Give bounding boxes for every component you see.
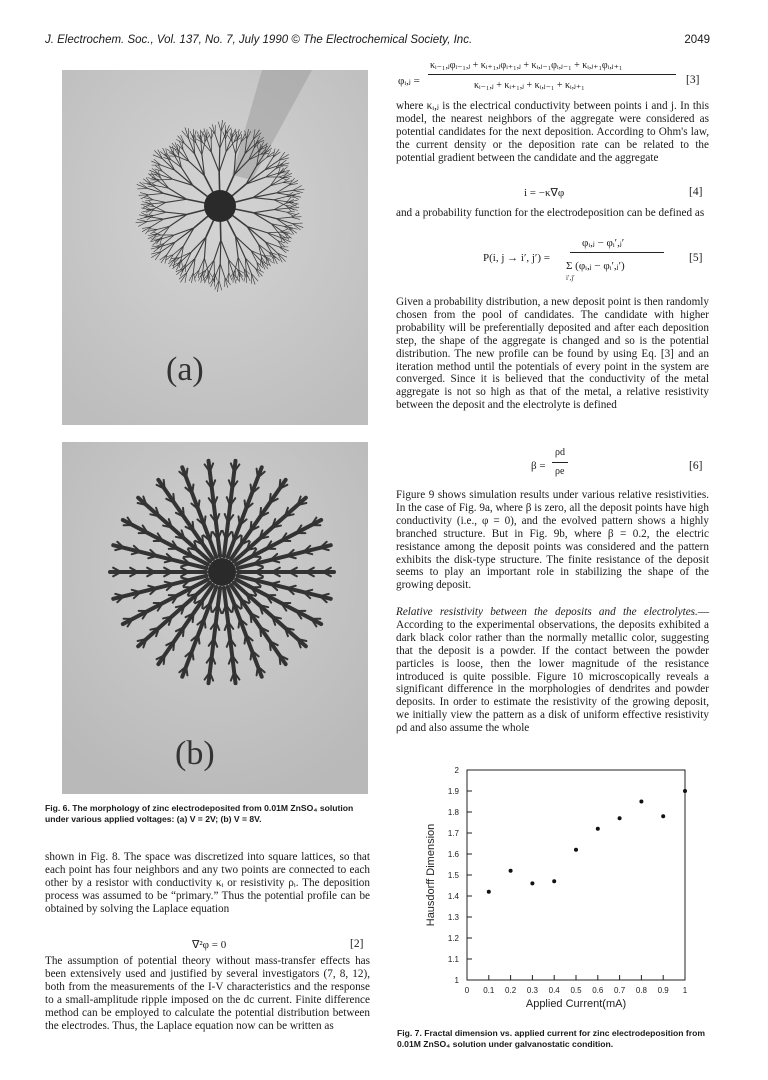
dendrite-side-branch bbox=[251, 485, 252, 494]
y-axis-label: Hausdorff Dimension bbox=[425, 823, 437, 927]
dendrite-side-branch bbox=[279, 480, 280, 489]
right-column-paragraph-2 bbox=[396, 207, 709, 220]
equation-3-denominator: κᵢ₋₁,ⱼ + κᵢ₊₁,ⱼ + κᵢ,ⱼ₋₁ + κᵢ,ⱼ₊₁ bbox=[474, 80, 585, 91]
page-number: 2049 bbox=[684, 34, 710, 46]
dendrite-side-branch bbox=[251, 651, 252, 660]
right-column-paragraph-4 bbox=[396, 489, 709, 592]
dendrite-branch bbox=[220, 240, 221, 264]
y-tick-label: 2 bbox=[454, 766, 459, 775]
right-column-paragraph-3 bbox=[396, 296, 709, 412]
paragraph-body: —According to the experimental observations, the deposits exhibited a dark black color rather than the normally metallic color, suggesting that the deposit is a powder. If the contact between the powder particles is loose, then the lower magnitude of the resistance introduced is quite possible. Figure 10 microscopically reveals a significant difference in the morphologies of dendrites and powder deposits. In order to estimate the resistivity of the growing deposit, we initially view the pattern as a disk of uniform effective resistivity ρd and also assume the whole bbox=[396, 606, 709, 735]
data-point bbox=[618, 816, 622, 820]
x-tick-label: 0.4 bbox=[548, 986, 560, 995]
x-tick-label: 0.2 bbox=[505, 986, 517, 995]
dendrite-image-a bbox=[62, 70, 368, 425]
dendrite-side-branch bbox=[186, 666, 187, 675]
equation-4: i = −κ∇φ bbox=[524, 187, 565, 199]
paragraph: Figure 9 shows simulation results under various relative resistivities. In the case of Fig. 9a, where β is zero, all the deposit points have high conductivity (i.e., φ = 0), and the evolved pattern shows a highly branched structure. But in Fig. 9b, where β = 0.2, the electric resistance among the deposit points was considered and the pattern exhibits the disk-type structure. The finite resistance of the deposit seems to play an important role in stabilizing the shape of the growing deposit. bbox=[396, 489, 709, 592]
dendrite-side-branch bbox=[183, 627, 184, 636]
dendrite-side-branch bbox=[257, 469, 258, 478]
x-tick-label: 0.6 bbox=[592, 986, 604, 995]
equation-6-denominator: ρe bbox=[555, 466, 565, 477]
x-tick-label: 0.3 bbox=[526, 986, 538, 995]
equation-3-lhs: φᵢ,ⱼ = bbox=[398, 75, 420, 87]
paragraph: Given a probability distribution, a new deposit point is then randomly chosen from the pool of candidates. The candidate with higher probability will be preferentially deposited and after each deposition step, the shape of the aggregate is changed and so is the potential distribution. The new profile can be found by using Eq. [3] and an iteration method until the potentials of every point in the system are converged. Since it is believed that the conductivity of the metal aggregate is not so high as that of the metal, a relative resistivity between the deposit and the electrolyte is defined bbox=[396, 296, 709, 412]
equation-5-lhs: P(i, j → i′, j′) = bbox=[483, 252, 550, 264]
data-point bbox=[596, 827, 600, 831]
x-tick-label: 0.9 bbox=[657, 986, 669, 995]
equation-5-fraction-bar bbox=[570, 252, 664, 253]
data-point bbox=[661, 814, 665, 818]
equation-5-number: [5] bbox=[689, 252, 703, 264]
dendrite-side-branch bbox=[238, 516, 239, 525]
equation-2-number: [2] bbox=[350, 938, 364, 950]
dendrite-side-branch bbox=[270, 494, 271, 503]
x-tick-label: 0.1 bbox=[483, 986, 495, 995]
dendrite-side-branch bbox=[198, 635, 199, 644]
y-tick-label: 1 bbox=[454, 976, 459, 985]
dendrite-side-branch bbox=[173, 641, 174, 650]
dendrite-side-branch bbox=[192, 651, 193, 660]
y-tick-label: 1.8 bbox=[447, 808, 459, 817]
dendrite-branch bbox=[219, 148, 220, 172]
dendrite-side-branch bbox=[198, 500, 199, 509]
equation-5-denominator: Σ (φᵢ,ⱼ − φᵢ′,ⱼ′) bbox=[566, 260, 625, 272]
y-tick-label: 1.7 bbox=[447, 829, 459, 838]
y-tick-label: 1.1 bbox=[447, 955, 459, 964]
running-header: J. Electrochem. Soc., Vol. 137, No. 7, July 1990 © The Electrochemical Society, Inc. bbox=[45, 34, 473, 46]
dendrite-side-branch bbox=[241, 536, 242, 545]
equation-3-fraction-bar bbox=[428, 74, 676, 75]
data-point bbox=[509, 869, 513, 873]
figure-7-chart bbox=[404, 760, 704, 1025]
figure-7-caption: Fig. 7. Fractal dimension vs. applied current for zinc electrodeposition from 0.01M ZnSO₄ solution under galvanostatic condition. bbox=[397, 1028, 705, 1049]
dendrite-side-branch bbox=[245, 635, 246, 644]
equation-4-number: [4] bbox=[689, 186, 703, 198]
data-point bbox=[530, 881, 534, 885]
dendrite-side-branch bbox=[238, 619, 239, 628]
data-point bbox=[683, 789, 687, 793]
dendrite-side-branch bbox=[192, 485, 193, 494]
data-point bbox=[574, 848, 578, 852]
dendrite-side-branch bbox=[186, 469, 187, 478]
dendrite-side-branch bbox=[232, 532, 233, 541]
dendrite-side-branch bbox=[245, 500, 246, 509]
equation-3-numerator: κᵢ₋₁,ⱼφᵢ₋₁,ⱼ + κᵢ₊₁,ⱼφᵢ₊₁,ⱼ + κᵢ,ⱼ₋₁φᵢ,ⱼ₋₁ + κᵢ,ⱼ₊₁φᵢ,ⱼ₊₁ bbox=[430, 60, 623, 71]
data-point bbox=[639, 800, 643, 804]
paragraph bbox=[396, 606, 709, 735]
equation-6-fraction-bar bbox=[552, 462, 568, 463]
figure-6b-photo bbox=[62, 442, 368, 794]
paragraph: The assumption of potential theory without mass-transfer effects has been extensively used and justified by several investigators (7, 8, 12), both from the measurements of the I-V characteristics and the response to a small-amplitude ripple imposed on the dc current. Finite difference method can be employed to calculate the potential distribution between the electrodes. Thus, the Laplace equation now can be written as bbox=[45, 955, 370, 1032]
plot-frame bbox=[467, 770, 685, 980]
dendrite-side-branch bbox=[204, 619, 205, 628]
x-axis-label: Applied Current(mA) bbox=[525, 998, 627, 1010]
dendrite-side-branch bbox=[202, 599, 203, 608]
paragraph: where κᵢ,ⱼ is the electrical conductivity between points i and j. In this model, the nearest neighbors of the aggregate were considered as potential candidates for the next deposition. According to Ohm's law, the current density or the deposition rate can be related to the potential gradient between the candidate and the aggregate bbox=[396, 100, 709, 164]
equation-2: ∇²φ = 0 bbox=[192, 939, 227, 951]
right-column-paragraph-1 bbox=[396, 100, 709, 165]
x-tick-label: 0.8 bbox=[635, 986, 647, 995]
left-column-paragraph-1 bbox=[45, 851, 370, 916]
figure-6a-photo bbox=[62, 70, 368, 425]
y-tick-label: 1.2 bbox=[447, 934, 459, 943]
equation-6-lhs: β = bbox=[531, 460, 546, 472]
dendrite-side-branch bbox=[232, 603, 233, 612]
paragraph: and a probability function for the electrodeposition can be defined as bbox=[396, 207, 705, 219]
dendrite-side-branch bbox=[250, 522, 251, 531]
right-column-paragraph-5 bbox=[396, 606, 709, 735]
dendrite-side-branch bbox=[210, 603, 211, 612]
data-point bbox=[552, 879, 556, 883]
equation-6-number: [6] bbox=[689, 460, 703, 472]
x-tick-label: 1 bbox=[682, 986, 688, 995]
y-tick-label: 1.4 bbox=[447, 892, 459, 901]
equation-3-number: [3] bbox=[686, 74, 700, 86]
data-point bbox=[487, 890, 491, 894]
dendrite-side-branch bbox=[204, 516, 205, 525]
x-tick-label: 0.5 bbox=[570, 986, 582, 995]
panel-a-label: (a) bbox=[166, 351, 204, 388]
left-column-paragraph-2 bbox=[45, 955, 370, 1032]
panel-b-label: (b) bbox=[175, 735, 215, 772]
x-tick-label: 0 bbox=[464, 986, 470, 995]
dendrite-side-branch bbox=[193, 613, 194, 622]
dendrite-side-branch bbox=[260, 508, 261, 517]
dendrite-side-branch bbox=[164, 655, 165, 664]
y-tick-label: 1.6 bbox=[447, 850, 459, 859]
equation-6-numerator: ρd bbox=[555, 447, 565, 458]
y-tick-label: 1.3 bbox=[447, 913, 459, 922]
dendrite-side-branch bbox=[210, 532, 211, 541]
figure-6-caption: Fig. 6. The morphology of zinc electrodeposited from 0.01M ZnSO₄ solution under various applied voltages: (a) V = 2V; (b) V = 8V. bbox=[45, 803, 354, 824]
y-tick-label: 1.9 bbox=[447, 787, 459, 796]
section-heading: Relative resistivity between the deposits and the electrolytes. bbox=[396, 606, 698, 618]
equation-5-numerator: φᵢ,ⱼ − φᵢ′,ⱼ′ bbox=[582, 237, 625, 249]
x-tick-label: 0.7 bbox=[614, 986, 626, 995]
equation-5-sum-index: i′,j′ bbox=[566, 274, 575, 282]
dendrite-image-b bbox=[62, 442, 368, 794]
dendrite-side-branch bbox=[257, 666, 258, 675]
paragraph: shown in Fig. 8. The space was discretized into square lattices, so that each point has four neighbors and any two points are connected to each other by a resistor with conductivity κᵢ or resistivity ρᵢ. The deposition process was assumed to be “primary.” Thus the potential profile can be obtained by solving the Laplace equation bbox=[45, 851, 370, 915]
y-tick-label: 1.5 bbox=[447, 871, 459, 880]
